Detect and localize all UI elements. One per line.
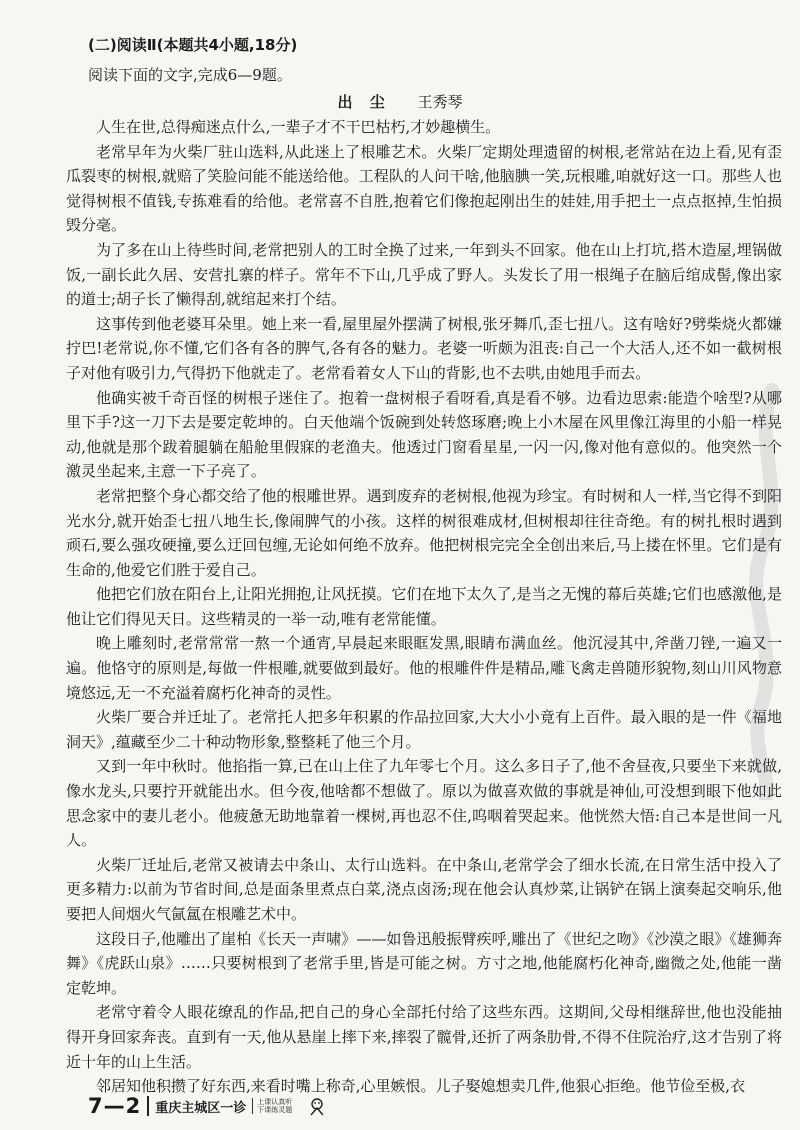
paragraph: 老常把整个身心都交给了他的根雕世界。遇到废弃的老树根,他视为珍宝。有时树和人一样,当它得不到阳光水分,就开始歪七扭八地生长,像闹脾气的小孩。这样的树很难成材,但树根却往往奇绝。有的树扎根时遇到顽石,要么强攻硬撞,要么迂回包缠,无论如何绝不放弃。他把树根完完全全创出来后,马上搂在怀里。它们是有生命的,他爱它们胜于爱自己。 bbox=[66, 486, 782, 579]
paragraph: 这段日子,他雕出了崖柏《长天一声啸》——如鲁迅般振臂疾呼,雕出了《世纪之吻》《沙漠之眼》《雄狮奔舞》《虎跃山泉》……只要树根到了老常手里,皆是可能之树。方寸之地,他能腐朽化神奇,幽微之处,他能一凿定乾坤。 bbox=[66, 929, 782, 997]
paragraph: 老常守着令人眼花缭乱的作品,把自己的身心全部托付给了这些东西。这期间,父母相继辞世,他也没能抽得开身回家奔丧。直到有一天,他从悬崖上摔下来,摔裂了髋骨,还折了两条肋骨,不得不住院治疗,这才告别了将近十年的山上生活。 bbox=[66, 1003, 782, 1071]
page-code: 7—2 bbox=[88, 1094, 142, 1118]
paragraph: 这事传到他老婆耳朵里。她上来一看,屋里屋外摆满了树根,张牙舞爪,歪七扭八。这有啥好?劈柴烧火都嫌拧巴!老常说,你不懂,它们各有各的脾气,各有各的魅力。老婆一听颇为沮丧:自己一个大活人,还不如一截树根子对他有吸引力,气得扔下他就走了。老常看着女人下山的背影,也不去哄,由她甩手而去。 bbox=[66, 314, 782, 382]
motto-line: 下课练灵题 bbox=[257, 1106, 293, 1114]
section-heading: (二)阅读Ⅱ(本题共4小题,18分) bbox=[88, 36, 298, 54]
article-title-row bbox=[0, 91, 800, 112]
motto bbox=[252, 1098, 303, 1114]
paragraph: 他把它们放在阳台上,让阳光拥抱,让风抚摸。它们在地下太久了,是当之无愧的幕后英雄;它们也感激他,是他让它们得见天日。这些精灵的一举一动,唯有老常能懂。 bbox=[66, 585, 782, 628]
paragraph: 老常早年为火柴厂驻山选料,从此迷上了根雕艺术。火柴厂定期处理遗留的树根,老常站在边上看,见有歪瓜裂枣的树根,就赔了笑脸问能不能送给他。工程队的人问干啥,他脑腆一笑,玩根雕,咱就好这一口。那些人也觉得树根不值钱,专拣难看的给他。老常喜不自胜,抱着它们像抱起刚出生的娃娃,用手把土一点点抠掉,生怕损毁分毫。 bbox=[66, 142, 782, 235]
exam-name: 重庆主城区一诊 bbox=[155, 1100, 247, 1116]
mascot-icon bbox=[307, 1096, 327, 1116]
paragraph: 他确实被千奇百怪的树根子迷住了。抱着一盘树根子看呀看,真是看不够。边看边思索:能造个啥型?从哪里下手?这一刀下去是要定乾坤的。白天他端个饭碗到处转悠琢磨;晚上小木屋在风里像江海里的小船一样晃动,他就是那个跋着腿躺在船舱里假寐的老渔夫。他透过门窗看星星,一闪一闪,像对他有意似的。他突然一个激灵坐起来,主意一下子亮了。 bbox=[66, 388, 782, 481]
reading-instruction: 阅读下面的文字,完成6—9题。 bbox=[88, 66, 292, 84]
motto-line: 上课认真听 bbox=[257, 1098, 293, 1106]
paragraph: 为了多在山上待些时间,老常把别人的工时全换了过来,一年到头不回家。他在山上打坑,搭木造屋,埋锅做饭,一副长此久居、安营扎寨的样子。常年不下山,几乎成了野人。头发长了用一根绳子在脑后绾成髻,像出家的道士;胡子长了懒得刮,就绾起来打个结。 bbox=[66, 240, 782, 309]
paragraph: 人生在世,总得痴迷点什么,一辈子才不干巴枯朽,才妙趣横生。 bbox=[96, 118, 501, 136]
paragraph: 火柴厂要合并迁址了。老常托人把多年积累的作品拉回家,大大小小竟有上百件。最入眼的是一件《福地洞天》,蕴藏至少二十种动物形象,整整耗了他三个月。 bbox=[66, 708, 782, 751]
footer-divider bbox=[147, 1096, 149, 1116]
paragraph: 火柴厂迁址后,老常又被请去中条山、太行山选料。在中条山,老常学会了细水长流,在日常生活中投入了更多精力:以前为节省时间,总是面条里煮点白菜,浇点卤汤;现在他会认真炒菜,让锅铲在锅上演奏起交响乐,他要把人间烟火气氤氲在根雕艺术中。 bbox=[66, 855, 782, 923]
page-footer bbox=[88, 1094, 327, 1118]
paragraph: 晚上雕刻时,老常常常一熬一个通宵,早晨起来眼眶发黑,眼睛布满血丝。他沉浸其中,斧凿刀锉,一遍又一遍。他恪守的原则是,每做一件根雕,就要做到最好。他的根雕件件是精品,雕飞禽走兽随形貌物,刻山川风物意境悠远,无一不充溢着腐朽化神奇的灵性。 bbox=[66, 634, 782, 702]
article-title: 出 尘 bbox=[337, 93, 391, 111]
article-body bbox=[66, 115, 782, 1099]
paragraph: 邻居知他积攒了好东西,来看时嘴上称奇,心里嫉恨。儿子娶媳想卖几件,他狠心拒绝。他节俭至极,衣 bbox=[96, 1077, 746, 1096]
article-author: 王秀琴 bbox=[417, 93, 463, 111]
paragraph: 又到一年中秋时。他掐指一算,已在山上住了九年零七个月。这么多日子了,他不舍昼夜,只要坐下来就做,像水龙头,只要拧开就能出水。但今夜,他啥都不想做了。原以为做喜欢做的事就是神仙,可没想到眼下他如此思念家中的妻儿老小。他疲惫无助地靠着一棵树,再也忍不住,呜咽着哭起来。他恍然大悟:自己本是世间一凡人。 bbox=[66, 757, 782, 850]
background-brush-decoration bbox=[732, 380, 796, 800]
